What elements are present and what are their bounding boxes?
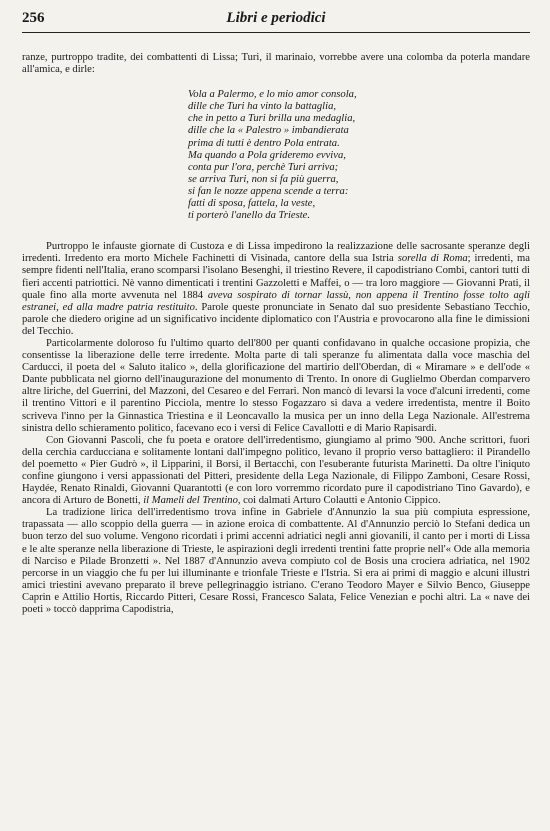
italic-phrase: sorella di Roma	[397, 253, 468, 265]
poem-line: fatti di sposa, fattela, la veste,	[188, 198, 316, 210]
page-header	[22, 8, 530, 33]
poem-line: conta pur l'ora, perchè Turi arriva;	[188, 161, 339, 173]
poem-line: che in petto a Turi brilla una medaglia,	[188, 113, 356, 125]
running-title: Libri e periodici	[226, 10, 326, 26]
poem-line: Vola a Palermo, e lo mio amor consola,	[188, 89, 357, 101]
page-number: 256	[22, 10, 45, 26]
poem-line: Ma quando a Pola grideremo evviva,	[188, 149, 346, 161]
poem-line: prima di tutti è dentro Pola entrata.	[188, 137, 340, 149]
paragraph-custoza-lissa: Purtroppo le infauste giornate di Custoza e di Lissa impedirono la realizzazione delle sacrosante speranze degli irredenti. Irredento era morto Michele Fachinetti di Visinada, cantore della sua Istria sorella di Roma; irredenti, ma sempre fidenti nell'Italia, erano scomparsi l'isolano Besenghi, il triestino Revere, il capodistriano Combi, cantori tutti di fieri accenti patriottici. Nè vanno dimenticati i trentini Gazzoletti e Maffei, o — tra loro maggiore — Giovanni Prati, il quale fino alla morte avvenuta nel 1884 aveva sospirato di tornar lassù, non appena il Trentino fosse tolto agli estranei, ed alla madre patria restituito. Parole queste pronunciate in Senato dal suo presidente Sebastiano Tecchio, parole che diedero origine ad un significativo incidente diplomatico con l'Austria e provocarono alla fine le dimissioni del Tecchio.	[22, 241, 531, 337]
poem-quotation	[188, 89, 530, 222]
paragraph-late-800: Particolarmente doloroso fu l'ultimo quarto dell'800 per quanti confidavano in qualche occasione propizia, che consentisse la liberazione delle terre irredente. Molta parte di tali speranze fu alimentata dalla voce maschia del Carducci, il poeta del « Saluto italico », della glorificazione del martirio dell'Oberdan, di « Miramare » e dell'ode « Dante pubblicata nel giorno dell'inaugurazione del monumento di Trento. In onore di Guglielmo Oberdan comparvero altre liriche, del Guerrini, del Mazzoni, del Cesareo e del Ferrari. Non mancò di levarsi la voce d'alcuni irredenti, come il trentino Vittori e il parentino Picciola, mentre lo stesso Fogazzaro si dava a vedere irredentista, mentre il Boito scriveva l'inno per la Ginnastica Triestina e il Leoncavallo la musica per un inno della Lega Nazionale. All'estrema sinistra dello schieramento politico, facevano eco i versi di Felice Cavallotti e di Mario Rapisardi.	[22, 337, 530, 434]
paragraph-dannunzio: La tradizione lirica dell'irredentismo trova infine in Gabriele d'Annunzio la sua più compiuta espressione, trapassata — allo scoppio della guerra — in azione eroica di combattente. Al d'Annunzio perciò lo Stefani dedica un buon terzo del suo volume. Vengono ricordati i primi accenni adriatici negli anni giovanili, il canto per i morti di Lissa e le alte speranze nella liberazione di Trieste, le aspirazioni degli irredenti trentini fatte proprie nell'« Ode alla memoria di Narciso e Pilade Bronzetti ». Nel 1887 d'Annunzio aveva compiuto col de Bosis una crociera adriatica, nel 1902 percorse in un viaggio che fu per lui illuminante e trionfale Trieste e l'Istria. Si era ai primi di maggio e alcuni illustri amici triestini avevano preparato il breve pellegrinaggio istriano. C'erano Teodoro Mayer e Silvio Benco, Giuseppe Caprin e Attilio Hortis, Riccardo Pitteri, Cesare Rossi, Francesco Salata, Felice Venezian e pochi altri. La « nave dei poeti » toccò dapprima Capodistria,	[22, 507, 530, 616]
poem-line: se arriva Turi, non si fa più guerra,	[188, 173, 339, 185]
poem-line: dille che Turi ha vinto la battaglia,	[188, 101, 337, 113]
intro-paragraph: ranze, purtroppo tradite, dei combattenti di Lissa; Turi, il marinaio, vorrebbe avere una colomba da poterla mandare all'amica, e dirle:	[22, 52, 530, 76]
paragraph-pascoli: Con Giovanni Pascoli, che fu poeta e oratore dell'irredentismo, giungiamo al primo '900. Anche scrittori, fuori della cerchia carducciana e solitamente lontani dall'impegno politico, levano il proprio verso battagliero: il Pirandello del poemetto « Pier Gudrò », il Lipparini, il Borsi, il Bertacchi, con l'esuberante futurista Marinetti. Da oltre l'iniquto confine giungono i versi appassionati del Pitteri, presidente della Lega Nazionale, di Filippo Zamboni, Cesare Rossi, Haydée, Renato Rinaldi, Giovanni Quarantotti (e con loro vorremmo ricordato pure il capodistriano Tino Gavardo), e ancora di Arturo de Bonetti, il Mameli del Trentino, coi dalmati Arturo Colautti e Antonio Cippico.	[22, 434, 530, 507]
poem-line: dille che la « Palestro » imbandierata	[188, 125, 349, 137]
body-text	[22, 52, 530, 616]
italic-phrase: il Mameli del Trentino	[143, 495, 238, 507]
poem-line: ti porterò l'anello da Trieste.	[188, 210, 311, 222]
poem-line: si fan le nozze appena scende a terra:	[188, 185, 349, 197]
italic-quote: aveva sospirato di tornar lassù, non appena il Trentino fosse tolto agli estranei, ed alla madre patria restituito	[22, 289, 530, 313]
